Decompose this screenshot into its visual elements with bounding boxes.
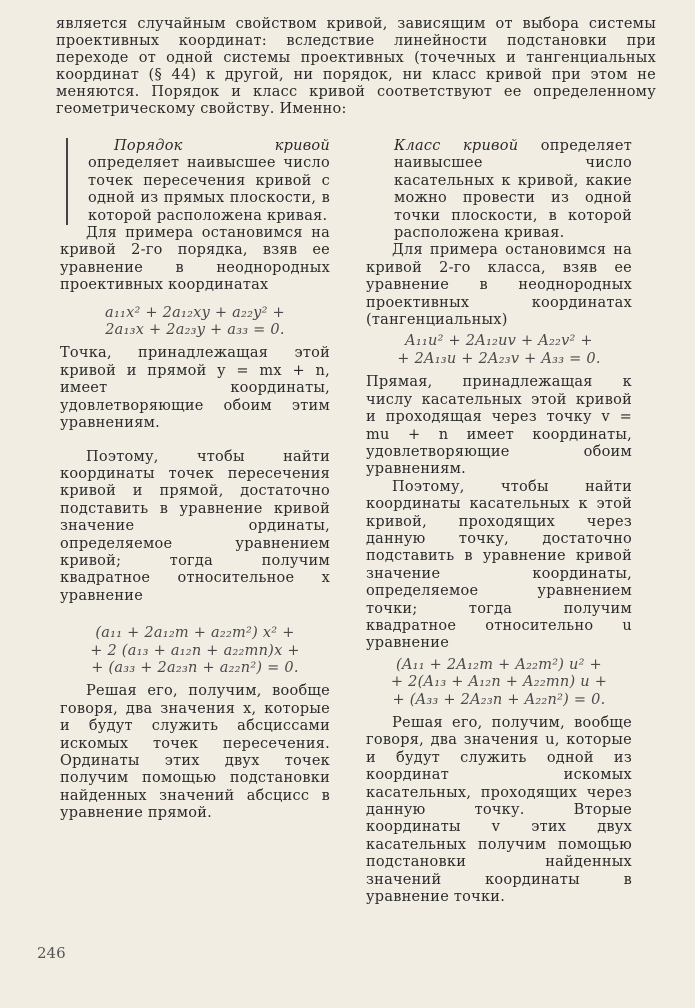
quadratic-u-line-3: + (A₃₃ + 2A₂₃n + A₂₂n²) = 0.	[392, 691, 606, 708]
curve-equation-line-1: a₁₁x² + 2a₁₂xy + a₂₂y² +	[105, 304, 285, 321]
order-definition-text: определяет наивысшее число точек пересечения кривой с одной из прямых плоскости, в которой расположена кривая.	[88, 155, 330, 224]
intro-paragraph: является случайным свойством кривой, зависящим от выбора системы проективных координат: вследствие линейности подстановки при переходе от одной системы проективных (точечных и тангенциальных координат (§ 44) к другой, ни порядок, ни класс кривой при этом не меняются. Порядок и класс кривой соответствуют ее определенному геометрическому свойству. Именно:	[56, 16, 656, 117]
tangential-equation	[366, 333, 632, 368]
right-column	[366, 138, 632, 906]
class-term: Класс кривой	[394, 138, 519, 154]
tangential-equation-line-2: + 2A₁₃u + 2A₂₃v + A₃₃ = 0.	[397, 350, 601, 367]
page-number: 246	[37, 944, 66, 962]
quadratic-x-line-2: + 2 (a₁₃ + a₁₂n + a₂₂mn)x +	[90, 642, 300, 659]
left-solve-paragraph: Решая его, получим, вообще говоря, два значения x, которые и будут служить абсциссами искомых точек пересечения. Ординаты этих двух точек получим помощью подстановки найденных значений абсцисс в уравнение прямой.	[60, 683, 330, 822]
quadratic-x-line-1: (a₁₁ + 2a₁₂m + a₂₂m²) x² +	[95, 625, 295, 642]
quadratic-u-equation	[366, 657, 632, 709]
curve-equation-line-2: 2a₁₃x + 2a₂₃y + a₃₃ = 0.	[105, 322, 285, 339]
quadratic-u-line-1: (A₁₁ + 2A₁₂m + A₂₂m²) u² +	[396, 656, 602, 673]
right-solve-paragraph: Решая его, получим, вообще говоря, два значения u, которые и будут служить одной из координат искомых касательных, проходящих через данную точку. Вторые координаты v этих двух касательных получим помощью подстановки найденных значений координаты в уравнение точки.	[366, 715, 632, 906]
curve-equation	[60, 305, 330, 340]
class-definition	[366, 138, 632, 242]
left-column	[60, 138, 330, 823]
left-example: Для примера остановимся на кривой 2-го порядка, взяв ее уравнение в неоднородных проективных координатах	[60, 225, 330, 294]
class-definition-text: определяет наивысшее число касательных к кривой, какие можно провести из одной точки плоскости, в которой расположена кривая.	[394, 138, 632, 242]
quadratic-x-equation	[60, 625, 330, 677]
order-term: Порядок кривой	[114, 138, 330, 154]
right-therefore-paragraph: Поэтому, чтобы найти координаты касательных к этой кривой, проходящих через данную точку, достаточно подставить в уравнение кривой значение координаты, определяемое уравнением точки; тогда получим квадратное относительно u уравнение	[366, 478, 632, 652]
left-point-paragraph: Точка, принадлежащая этой кривой и прямой y = mx + n, имеет координаты, удовлетворяющие обоим этим уравнениям.	[60, 345, 330, 432]
tangential-equation-line-1: A₁₁u² + 2A₁₂uv + A₂₂v² +	[405, 333, 593, 350]
left-therefore-paragraph: Поэтому, чтобы найти координаты точек пересечения кривой и прямой, достаточно подставить в уравнение кривой значение ординаты, определяемое уравнением кривой; тогда получим квадратное относительное x уравнение	[60, 448, 330, 604]
right-example: Для примера остановимся на кривой 2-го класса, взяв ее уравнение в неоднородных проективных координатах (тангенциальных)	[366, 242, 632, 329]
quadratic-u-line-2: + 2(A₁₃ + A₁₂n + A₂₂mn) u +	[390, 674, 608, 691]
right-line-paragraph: Прямая, принадлежащая к числу касательных этой кривой и проходящая через точку v = mu + n имеет координаты, удовлетворяющие обоим уравнениям.	[366, 374, 632, 478]
order-definition	[66, 138, 330, 225]
quadratic-x-line-3: + (a₃₃ + 2a₂₃n + a₂₂n²) = 0.	[91, 659, 299, 676]
